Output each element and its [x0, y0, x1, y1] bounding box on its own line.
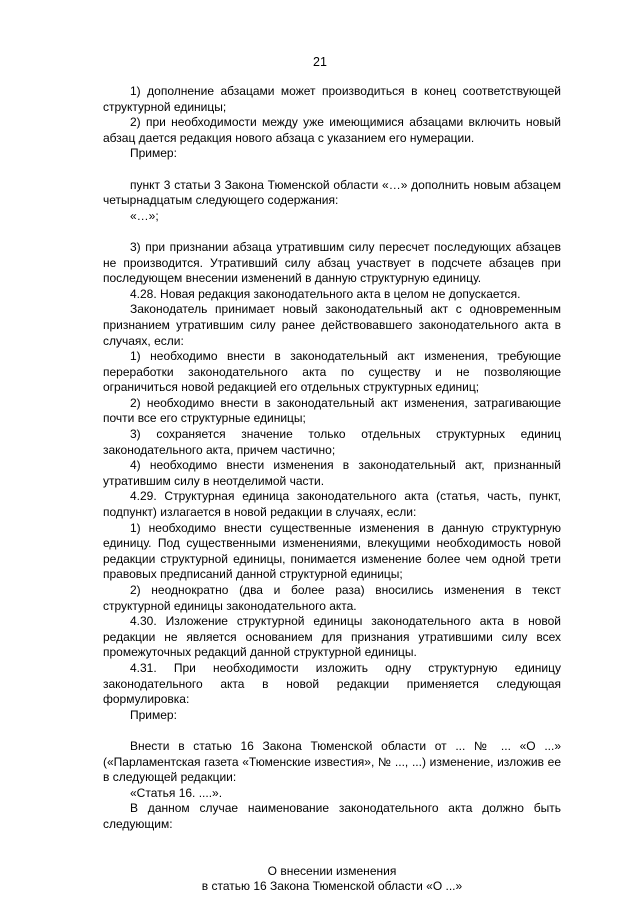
centered-title-line: в статью 16 Закона Тюменской области «О ...» — [201, 879, 463, 894]
paragraph: 4.31. При необходимости изложить одну структурную единицу законодательного акта в новой редакции применяется следующая формулировка: — [103, 660, 561, 707]
paragraph: 4.29. Структурная единица законодательного акта (статья, часть, пункт, подпункт) излагается в новой редакции в случаях, если: — [103, 489, 561, 520]
paragraph: 2) неоднократно (два и более раза) вносились изменения в текст структурной единицы законодательного акта. — [103, 583, 561, 613]
paragraph: 3) при признании абзаца утратившим силу пересчет последующих абзацев не производится. Утративший силу абзац участвует в подсчете абзацев при последующем внесении изменений в данную структурную единицу. — [103, 239, 561, 286]
page-number: 21 — [313, 55, 327, 69]
paragraph: Законодатель принимает новый законодательный акт с одновременным признанием утратившим силу ранее действовавшего законодательного акта в случаях, если: — [103, 302, 561, 348]
document-body — [103, 84, 561, 895]
paragraph: Внести в статью 16 Закона Тюменской области от ... № ... «О ...» («Парламентская газета «Тюменские известия», № ..., ...) изменение, изложив ее в следующей редакции: — [103, 738, 561, 785]
paragraph: «…»; — [130, 208, 159, 223]
paragraph: Пример: — [130, 707, 177, 722]
paragraph: 2) при необходимости между уже имеющимися абзацами включить новый абзац дается редакция нового абзаца с указанием его нумерации. — [103, 115, 561, 145]
paragraph: 1) необходимо внести существенные изменения в данную структурную единицу. Под существенными изменениями, влекущими необходимость новой редакции структурной единицы, понимается изменение более чем одной трети правовых предписаний данной структурной единицы; — [103, 520, 561, 582]
paragraph: 1) дополнение абзацами может производиться в конец соответствующей структурной единицы; — [103, 84, 561, 114]
paragraph: 4.30. Изложение структурной единицы законодательного акта в новой редакции не является основанием для признания утратившими силу всех промежуточных редакций данной структурной единицы. — [103, 614, 561, 660]
paragraph: Пример: — [130, 146, 177, 161]
paragraph: 1) необходимо внести в законодательный акт изменения, требующие переработки законодательного акта по существу и не позволяющие ограничиться новой редакцией его отдельных структурных единиц; — [103, 349, 561, 395]
centered-title-line: О внесении изменения — [267, 863, 397, 878]
paragraph: «Статья 16. ....». — [130, 785, 223, 800]
paragraph: 4.28. Новая редакция законодательного акта в целом не допускается. — [130, 286, 521, 301]
paragraph: пункт 3 статьи 3 Закона Тюменской области «…» дополнить новым абзацем четырнадцатым следующего содержания: — [103, 177, 561, 208]
paragraph: 2) необходимо внести в законодательный акт изменения, затрагивающие почти все его структурные единицы; — [103, 395, 561, 426]
paragraph: 3) сохраняется значение только отдельных структурных единиц законодательного акта, причем частично; — [103, 427, 561, 457]
paragraph: В данном случае наименование законодательного акта должно быть следующим: — [103, 801, 561, 831]
paragraph: 4) необходимо внести изменения в законодательный акт, признанный утратившим силу в неотделимой части. — [103, 458, 561, 488]
